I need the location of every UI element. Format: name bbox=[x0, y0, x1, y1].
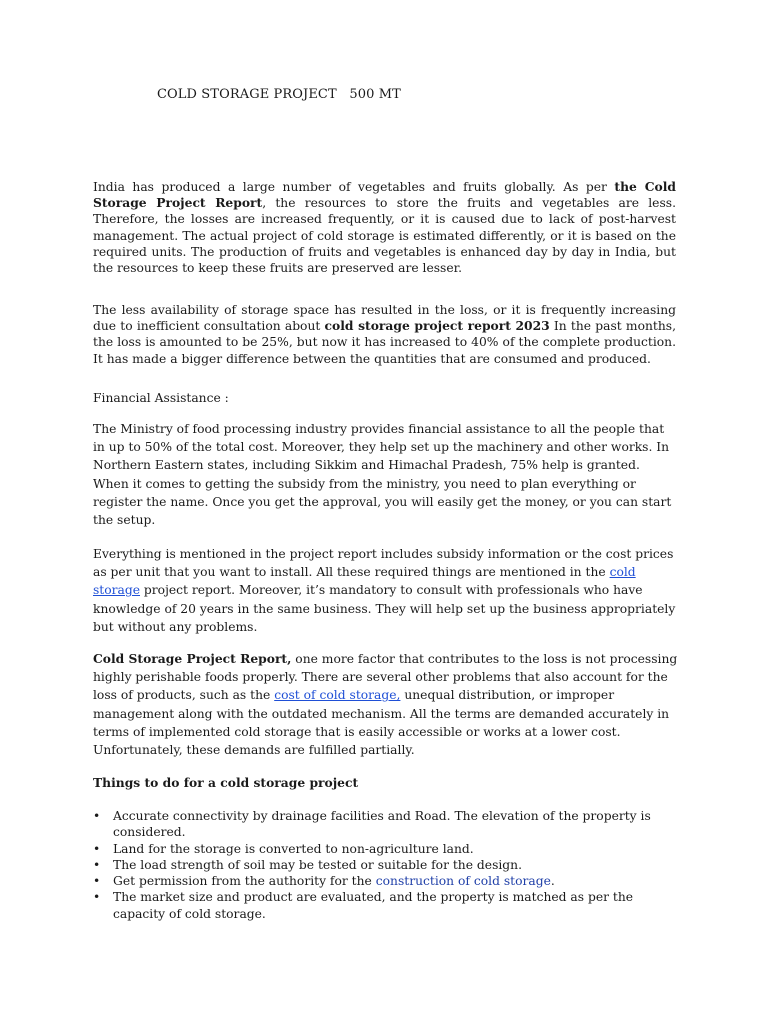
bold-phrase: cold storage project report 2023 bbox=[324, 318, 550, 334]
bullet-icon: • bbox=[93, 874, 101, 889]
intro-paragraph: India has produced a large number of vegetables and fruits globally. As per the Cold Storage Project Report, the resources to store the fruits and vegetables are less. Therefore, the losses are increased frequently, or it is caused due to lack of post-harvest management. The actual project of cold storage is estimated differently, or it is based on the required units. The production of fruits and vegetables is enhanced day by day in India, but the resources to keep these fruits are preserved are lesser. bbox=[93, 179, 676, 276]
cost-of-cold-storage-link[interactable]: cost of cold storage, bbox=[274, 688, 401, 703]
bullet-icon: • bbox=[93, 841, 101, 856]
things-to-do-heading: Things to do for a cold storage project bbox=[93, 775, 359, 790]
list-item: • Land for the storage is converted to non-agriculture land. bbox=[93, 841, 474, 856]
document-title: COLD STORAGE PROJECT 500 MT bbox=[157, 87, 401, 102]
financial-assistance-heading: Financial Assistance : bbox=[93, 391, 229, 405]
list-item: • The load strength of soil may be tested or suitable for the design. bbox=[93, 857, 523, 872]
storage-loss-paragraph: The less availability of storage space has resulted in the loss, or it is frequently increasing due to inefficient consultation about cold storage project report 2023 In the past months, the loss is amounted to be 25%, but now it has increased to 40% of the complete production. It has made a bigger difference between the quantities that are consumed and produced. bbox=[93, 303, 676, 366]
things-to-do-list bbox=[93, 808, 678, 922]
bullet-icon: • bbox=[93, 890, 101, 905]
construction-of-cold-storage-link[interactable]: construction of cold storage bbox=[375, 874, 551, 889]
bold-phrase: the Cold Storage Project Report bbox=[93, 179, 676, 211]
bullet-icon: • bbox=[93, 857, 101, 872]
loss-factors-paragraph: Cold Storage Project Report, one more factor that contributes to the loss is not processing highly perishable foods properly. There are several other problems that also account for the loss of products, such as the cost of cold storage, unequal distribution, or improper management along with the outdated mechanism. All the terms are demanded accurately in terms of implemented cold storage that is easily accessible or works at a lower cost. Unfortunately, these demands are fulfilled partially. bbox=[93, 651, 678, 758]
bullet-icon: • bbox=[93, 809, 101, 823]
project-report-paragraph: Everything is mentioned in the project report includes subsidy information or the cost prices as per unit that you want to install. All these required things are mentioned in the cold storage project report. Moreover, it’s mandatory to consult with professionals who have knowledge of 20 years in the same business. They will help set up the business appropriately but without any problems. bbox=[93, 547, 676, 634]
bold-phrase: Cold Storage Project Report, bbox=[93, 651, 292, 666]
list-item: • The market size and product are evaluated, and the property is matched as per the capacity of cold storage. bbox=[93, 890, 634, 921]
list-item: • Get permission from the authority for the construction of cold storage. bbox=[93, 874, 555, 889]
financial-assistance-paragraph: The Ministry of food processing industry provides financial assistance to all the people that in up to 50% of the total cost. Moreover, they help set up the machinery and other works. In Northern Eastern states, including Sikkim and Himachal Pradesh, 75% help is granted. When it comes to getting the subsidy from the ministry, you need to plan everything or register the name. Once you get the approval, you will easily get the money, or you can start the setup. bbox=[93, 422, 672, 528]
cold-storage-link[interactable]: cold storage bbox=[93, 565, 636, 598]
list-item: • Accurate connectivity by drainage facilities and Road. The elevation of the property is considered. bbox=[93, 809, 651, 840]
